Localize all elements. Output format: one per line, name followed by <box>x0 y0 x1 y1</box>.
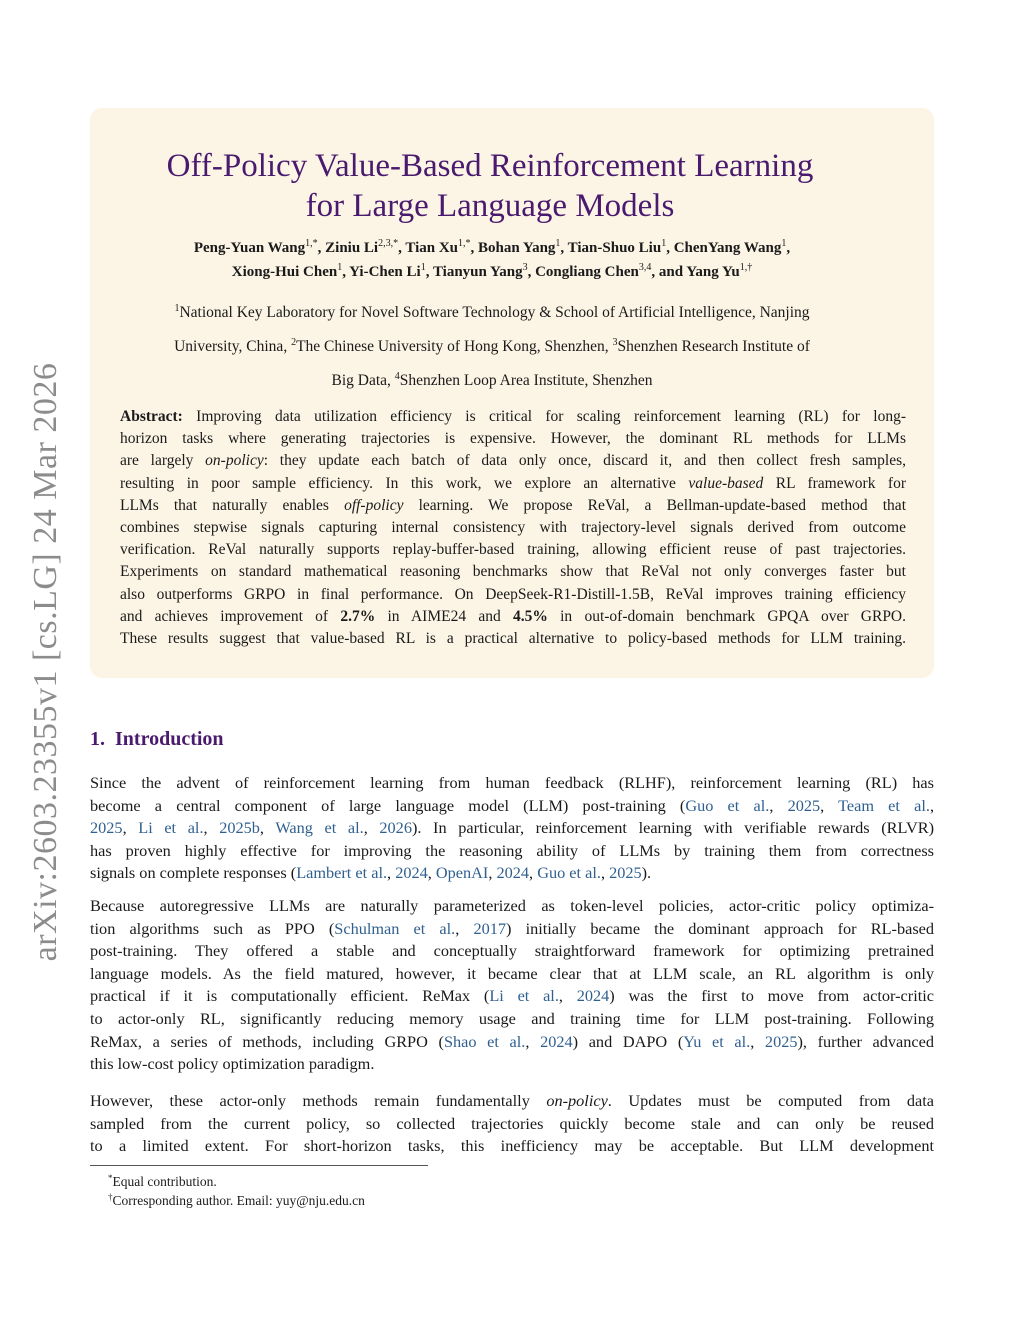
arxiv-identifier: arXiv:2603.23355v1 [cs.LG] 24 Mar 2026 <box>27 362 64 962</box>
footnotes <box>108 1172 365 1210</box>
citation-link[interactable]: 2024 <box>395 863 428 883</box>
author-affiliation-marker: 2,3,* <box>378 238 399 249</box>
paragraph-line <box>90 862 934 885</box>
abstract-text: in AIME24 and <box>375 607 513 625</box>
affiliation-marker: 1 <box>174 303 180 314</box>
author-affiliation-marker: 1,† <box>739 262 753 273</box>
paragraph-line: has proven highly effective for improving the reasoning ability of LLMs by training them from correctness <box>90 840 934 860</box>
citation-link[interactable]: 2026 <box>379 818 412 838</box>
citation-link[interactable]: 2025 <box>90 818 123 838</box>
citation-link[interactable]: 2025 <box>609 863 642 883</box>
footnote-corresponding-author <box>108 1191 365 1210</box>
abstract-line: also outperforms GRPO in final performance. On DeepSeek-R1-Distill-1.5B, ReVal improves training efficiency <box>120 585 906 603</box>
section-number: 1. <box>90 728 105 750</box>
affiliation-line-1 <box>90 296 894 330</box>
paragraph-line: post-training. They offered a stable and conceptually straightforward framework for optimizing pretrained <box>90 941 934 961</box>
paragraph-line <box>90 985 934 1008</box>
intro-paragraph-3 <box>90 1090 934 1158</box>
author-affiliation-marker: 1 <box>337 262 343 273</box>
abstract-line: These results suggest that value-based RL is a practical alternative to policy-based methods for LLM training. <box>120 630 906 648</box>
affiliation-text: The Chinese University of Hong Kong, Shenzhen, <box>296 338 613 355</box>
author-name: Xiong-Hui Chen <box>231 264 338 280</box>
author-separator: , <box>470 240 479 256</box>
emphasis: off-policy <box>344 496 404 514</box>
abstract-text: in out-of-domain benchmark GPQA over GRPO. <box>547 607 907 625</box>
paragraph-line <box>90 795 934 818</box>
citation-link[interactable]: 2024 <box>496 863 530 883</box>
affiliations <box>90 296 894 398</box>
title-box <box>90 108 934 678</box>
text: , <box>929 795 935 815</box>
author-separator: , <box>666 240 674 256</box>
result-highlight: 2.7% <box>340 607 376 625</box>
affiliation-marker: 2 <box>291 337 297 348</box>
section-heading-introduction <box>90 728 224 751</box>
footnote-text: Corresponding author. Email: yuy@nju.edu.cn <box>112 1193 365 1208</box>
author-separator: , <box>786 240 791 256</box>
citation-link[interactable]: 2025b <box>219 818 260 838</box>
abstract-text: learning. We propose ReVal, a Bellman-update-based method that <box>403 496 906 514</box>
text: ReMax, a series of methods, including GRPO ( <box>90 1031 444 1051</box>
authors-line-1 <box>90 236 894 260</box>
text: , <box>558 986 577 1006</box>
citation-link[interactable]: 2017 <box>473 918 507 938</box>
text: However, these actor-only methods remain fundamentally <box>90 1091 547 1110</box>
affiliation-line-2 <box>90 330 894 364</box>
abstract-label: Abstract: <box>120 408 183 425</box>
result-highlight: 4.5% <box>512 607 548 625</box>
text: ). <box>641 863 652 883</box>
text: ) initially became the dominant approach for RL-based <box>506 918 935 938</box>
author-name: Tian-Shuo Liu <box>567 240 662 256</box>
citation-link[interactable]: Team et al. <box>838 795 930 815</box>
intro-paragraph-2 <box>90 895 934 1076</box>
paragraph-line <box>90 918 934 941</box>
citation-link[interactable]: Shao et al. <box>443 1031 526 1051</box>
text: . Updates must be computed from data <box>607 1091 934 1110</box>
text: , <box>387 863 396 883</box>
text: ) was the first to move from actor-critic <box>609 986 934 1006</box>
paragraph-line: language models. As the field matured, however, it became clear that at LLM scale, an RL algorithm is only <box>90 963 934 983</box>
author-separator: , <box>527 264 536 280</box>
author-separator: , <box>317 240 326 256</box>
paragraph-line <box>90 1090 934 1113</box>
abstract-line: verification. ReVal naturally supports replay-buffer-based training, allowing efficient reuse of past trajectories. <box>120 541 906 559</box>
author-name: Tian Xu <box>405 240 459 256</box>
author-name: Bohan Yang <box>478 240 556 256</box>
citation-link[interactable]: Yu et al. <box>683 1031 751 1051</box>
citation-link[interactable]: 2025 <box>764 1031 798 1051</box>
author-name: ChenYang Wang <box>673 240 782 256</box>
author-name: Yi-Chen Li <box>349 264 421 280</box>
author-name: Peng-Yuan Wang <box>193 240 306 256</box>
footnote-equal-contribution <box>108 1172 365 1191</box>
abstract-line: Experiments on standard mathematical reasoning benchmarks show that ReVal not only converges faster but <box>120 563 906 581</box>
citation-link[interactable]: Guo et al. <box>685 795 770 815</box>
citation-link[interactable]: 2025 <box>787 795 821 815</box>
author-name: Tianyun Yang <box>432 264 523 280</box>
abstract-line <box>120 450 906 472</box>
text: , <box>363 818 380 838</box>
paragraph-line: Since the advent of reinforcement learning from human feedback (RLHF), reinforcement learning (RL) has <box>90 773 934 792</box>
author-affiliation-marker: 1,* <box>458 238 471 249</box>
emphasis: on-policy <box>546 1091 608 1110</box>
abstract-text: : they update each batch of data only once, discard it, and then collect fresh samples, <box>263 452 906 470</box>
citation-link[interactable]: Guo et al. <box>537 863 601 883</box>
author-affiliation-marker: 1 <box>420 262 426 273</box>
abstract-line <box>120 473 906 495</box>
paragraph-line: Because autoregressive LLMs are naturally parameterized as token-level policies, actor-critic policy optimiza- <box>90 896 934 915</box>
affiliation-marker: 4 <box>394 371 400 382</box>
abstract-text: resulting in poor sample efficiency. In this work, we explore an alternative <box>120 474 689 492</box>
text: , <box>455 918 474 938</box>
affiliation-text: Shenzhen Loop Area Institute, Shenzhen <box>399 372 653 389</box>
paragraph-line <box>90 1031 934 1054</box>
author-separator: , <box>398 240 406 256</box>
author-affiliation-marker: 1 <box>661 238 667 249</box>
author-affiliation-marker: 3 <box>522 262 528 273</box>
author-name: and Yang Yu <box>658 264 740 280</box>
intro-paragraph-1 <box>90 772 934 885</box>
footnote-text: Equal contribution. <box>112 1174 217 1189</box>
author-name: Ziniu Li <box>325 240 379 256</box>
text: , <box>427 863 436 883</box>
emphasis: on-policy <box>205 452 264 470</box>
author-list <box>90 236 894 284</box>
text: , <box>203 818 220 838</box>
text: , <box>769 795 788 815</box>
text: , <box>600 863 610 883</box>
abstract-line <box>120 606 906 628</box>
citation-link[interactable]: Lambert et al. <box>296 863 388 883</box>
text: , <box>122 818 139 838</box>
text: ), further advanced <box>797 1031 935 1051</box>
text: , <box>529 863 538 883</box>
text: practical if it is computationally efficient. ReMax ( <box>90 986 490 1006</box>
author-separator: , <box>425 264 433 280</box>
abstract-line: horizon tasks where generating trajectories is expensive. However, the dominant RL methods for LLMs <box>120 430 906 448</box>
abstract-line: combines stepwise signals capturing internal consistency with trajectory-level signals derived from outcome <box>120 519 906 537</box>
text: , <box>259 818 276 838</box>
author-affiliation-marker: 3,4 <box>638 262 652 273</box>
affiliation-line-3 <box>90 364 894 398</box>
affiliation-text: Big Data, <box>331 372 395 389</box>
paragraph-line: to actor-only RL, significantly reducing memory usage and training time for LLM post-training. Following <box>90 1008 934 1028</box>
abstract-line <box>120 406 906 428</box>
author-affiliation-marker: 1 <box>555 238 561 249</box>
emphasis: value-based <box>688 474 764 492</box>
affiliation-marker: 3 <box>612 337 618 348</box>
citation-link[interactable]: Schulman et al. <box>334 918 456 938</box>
abstract <box>120 406 906 650</box>
title-line-2: for Large Language Models <box>305 188 675 224</box>
citation-link[interactable]: 2024 <box>540 1031 573 1051</box>
abstract-text: LLMs that naturally enables <box>120 496 345 514</box>
section-title: Introduction <box>115 728 224 750</box>
text: , <box>525 1031 541 1051</box>
text: , <box>488 863 497 883</box>
author-separator: , <box>560 240 568 256</box>
text: , <box>750 1031 765 1051</box>
text: tion algorithms such as PPO ( <box>90 918 335 938</box>
abstract-text: Improving data utilization efficiency is critical for scaling reinforcement learning (RL) for long- <box>182 408 906 425</box>
author-separator: , <box>651 264 659 280</box>
title-line-1: Off-Policy Value-Based Reinforcement Learning <box>166 148 814 184</box>
affiliation-text: National Key Laboratory for Novel Software Technology & School of Artificial Intelligence, Nanjing <box>179 304 810 321</box>
paragraph-line: to a limited extent. For short-horizon tasks, this inefficiency may be acceptable. But LLM development <box>90 1136 934 1156</box>
author-name: Congliang Chen <box>535 264 639 280</box>
footnote-divider <box>90 1165 428 1166</box>
authors-line-2 <box>90 260 894 284</box>
abstract-text: are largely <box>120 452 206 470</box>
author-separator: , <box>342 264 350 280</box>
paragraph-line: sampled from the current policy, so collected trajectories quickly become stale and can only be reused <box>90 1113 934 1133</box>
footnote-marker: * <box>108 1173 113 1183</box>
citation-link[interactable]: Li et al. <box>489 986 559 1006</box>
paragraph-line <box>90 817 934 840</box>
paragraph-line: this low-cost policy optimization paradigm. <box>90 1054 375 1074</box>
text: , <box>820 795 839 815</box>
citation-link[interactable]: OpenAI <box>435 863 489 883</box>
abstract-text: RL framework for <box>763 474 906 492</box>
text: become a central component of large language model (LLM) post-training ( <box>90 795 686 815</box>
footnote-marker: † <box>108 1192 113 1202</box>
author-affiliation-marker: 1 <box>781 238 787 249</box>
abstract-text: and achieves improvement of <box>120 607 341 625</box>
affiliation-text: Shenzhen Research Institute of <box>617 338 810 355</box>
author-affiliation-marker: 1,* <box>305 238 318 249</box>
text: ) and DAPO ( <box>572 1031 684 1051</box>
text: ). In particular, reinforcement learning with verifiable rewards (RLVR) <box>411 818 934 838</box>
abstract-line <box>120 495 906 517</box>
citation-link[interactable]: Li et al. <box>138 818 204 838</box>
citation-link[interactable]: Wang et al. <box>275 818 364 838</box>
citation-link[interactable]: 2024 <box>576 986 610 1006</box>
text: signals on complete responses ( <box>90 863 297 883</box>
affiliation-text: University, China, <box>174 338 292 355</box>
paper-title <box>90 146 890 226</box>
